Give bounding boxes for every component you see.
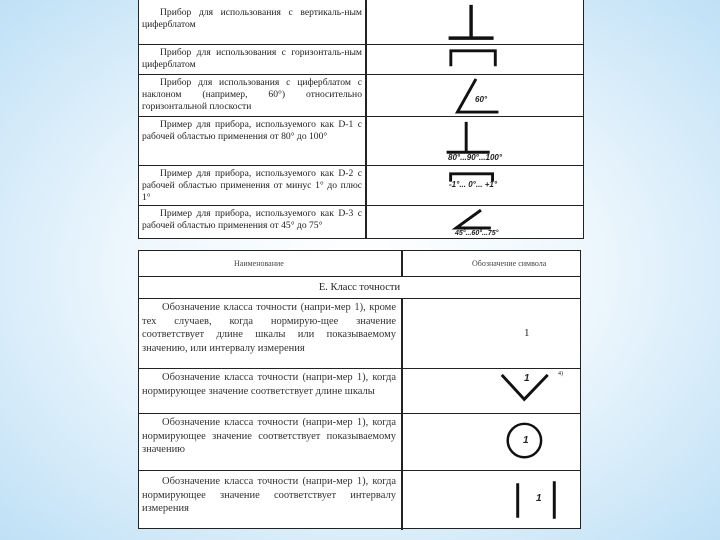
- range-label: -1°... 0°... +1°: [449, 180, 498, 189]
- measurement-interval-bars-icon: [403, 471, 580, 530]
- table-row: [139, 117, 583, 166]
- table-row: [139, 299, 580, 369]
- table-row: [139, 0, 583, 45]
- vertical-dial-icon: [367, 0, 583, 44]
- horizontal-dial-icon: [367, 45, 583, 74]
- table-row: [139, 471, 580, 530]
- table-row: [139, 45, 583, 75]
- row-name: Прибор для использования с вертикаль-ным циферблатом: [142, 7, 362, 30]
- row-name: Обозначение класса точности (напри-мер 1), когда нормирующее значение соответствует показываемому значению: [142, 417, 396, 455]
- section-title: E. Класс точности: [318, 282, 401, 293]
- d3-symbol-icon: [367, 206, 583, 240]
- accuracy-symbol: 1: [523, 435, 529, 446]
- table-row: [139, 166, 583, 206]
- row-name: Прибор для использования с циферблатом с наклоном (например, 60°) относительно горизонтальной плоскости: [142, 77, 362, 112]
- header-symbol: Обозначение символа: [472, 259, 547, 268]
- d2-symbol-icon: [367, 166, 583, 205]
- row-name: Пример для прибора, используемого как D-2 с рабочей областью применения от минус 1° до плюс 1°: [142, 168, 362, 203]
- section-row: [139, 277, 580, 299]
- table-header: [139, 251, 580, 277]
- d1-symbol-icon: [367, 117, 583, 165]
- accuracy-class-table: [138, 250, 581, 529]
- accuracy-symbol: 1: [524, 327, 530, 339]
- range-label: 80°...90°...100°: [448, 153, 503, 162]
- footnote: 4): [558, 371, 563, 377]
- row-name: Пример для прибора, используемого как D-3 с рабочей областью применения от 45° до 75°: [142, 208, 362, 231]
- indicated-value-circle-icon: [403, 414, 580, 470]
- table-row: [139, 369, 580, 414]
- accuracy-symbol: 1: [536, 493, 542, 504]
- row-name: Прибор для использования с горизонталь-ным циферблатом: [142, 47, 362, 70]
- header-name: Наименование: [234, 259, 284, 268]
- column-divider: [401, 299, 403, 368]
- inclined-dial-icon: [367, 75, 583, 116]
- scale-length-v-icon: [403, 369, 580, 413]
- table-row: [139, 206, 583, 240]
- angle-label: 60°: [475, 95, 488, 104]
- table-row: [139, 75, 583, 117]
- accuracy-symbol: 1: [524, 373, 530, 384]
- row-name: Обозначение класса точности (напри-мер 1), кроме тех случаев, когда нормирую-щее значение соответствует длине шкалы или показываемому значению, или интервалу измерения: [142, 302, 396, 354]
- range-label: 45°...60°...75°: [455, 230, 499, 237]
- instrument-position-table: [138, 0, 584, 239]
- row-name: Пример для прибора, используемого как D-1 с рабочей областью применения от 80° до 100°: [142, 119, 362, 142]
- column-divider: [401, 251, 403, 276]
- row-name: Обозначение класса точности (напри-мер 1), когда нормирующее значение соответствует интервалу измерения: [142, 476, 396, 514]
- table-row: [139, 414, 580, 471]
- row-name: Обозначение класса точности (напри-мер 1), когда нормирующее значение соответствует длине шкалы: [142, 372, 396, 397]
